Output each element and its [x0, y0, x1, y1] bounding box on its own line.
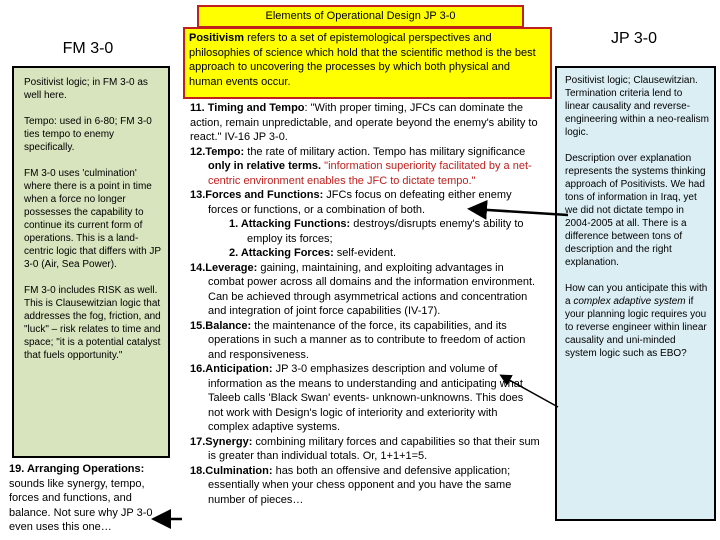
- jp-note: Positivist logic; Clausewitzian. Termination criteria lend to linear causality and reverse-engineering within a neo-realism logic.: [565, 75, 709, 138]
- item-text: sounds like synergy, tempo, forces and functions, and balance. Not sure why JP 3-0 even uses this one…: [9, 477, 153, 533]
- item-text: the rate of military action. Tempo has military significance: [244, 145, 526, 158]
- fm-note: Tempo: used in 6-80; FM 3-0 ties tempo to enemy specifically.: [24, 116, 152, 153]
- item-title: 1. Attacking Functions:: [229, 218, 351, 230]
- item-title: 19. Arranging Operations:: [9, 463, 145, 475]
- item-text: self-evident.: [333, 247, 397, 259]
- item-quote: "information superiority facilitated by a net-centric environment enables the JFC to dictate tempo.": [208, 160, 532, 187]
- slide-title: Elements of Operational Design JP 3-0: [197, 5, 524, 28]
- jp-note-text: How can you anticipate this with a: [565, 283, 708, 307]
- jp-note: Description over explanation represents the systems thinking approach of Positivists. We had tons of information in Iraq, yet we did not dictate tempo in 2004-2005 at all. There is a difference between tons of description and the right explanation.: [565, 153, 706, 268]
- item-text: the maintenance of the force, its capabilities, and its operations in such a manner as to contribute to freedom of action and responsiveness.: [208, 319, 526, 361]
- arrow-icon: [502, 376, 558, 407]
- item-title: 13.Forces and Functions:: [190, 189, 324, 201]
- item-text: destroys/disrupts enemy's ability to employ its forces;: [247, 218, 524, 245]
- item-title: 2. Attacking Forces:: [229, 247, 334, 259]
- item-title: 12.Tempo:: [190, 145, 245, 158]
- item-title: 15.Balance:: [190, 319, 252, 332]
- arrow-icon: [472, 209, 568, 215]
- item-text: : "With proper timing, JFCs can dominate the action, remain unpredictable, and operate beyond the enemy's ability to react." IV-16 JP 3-0.: [190, 102, 538, 143]
- item-title: 14.Leverage:: [190, 261, 258, 274]
- item-title: 11. Timing and Tempo: [190, 102, 305, 114]
- jp-note-emphasis: complex adaptive system: [573, 296, 686, 307]
- item-text: JP 3-0 emphasizes description and volume of information as the means to understanding and anticipating what Taleeb calls 'Black Swan' events- unknown-unknowns. This does not work with Design's logic of interiority and exteriority with complex adaptive systems.: [208, 363, 524, 433]
- fm-note: FM 3-0 includes RISK as well. This is Clausewitzian logic that addresses the fog, friction, and "luck" – risk relates to time and space; "it is a potential catalyst that fuels opportunity.": [24, 285, 161, 361]
- item-title: 18.Culmination:: [190, 464, 273, 477]
- jp-heading: JP 3-0: [611, 30, 657, 47]
- fm-note: FM 3-0 uses 'culmination' where there is a point in time when a force no longer possesses the capability to continue its current form of operations. This is a land-centric logic that differs with JP 3-0 (Air, Sea Power).: [24, 168, 161, 270]
- item-text: JFCs focus on defeating either enemy forces or functions, or a combination of both.: [208, 189, 512, 216]
- positivism-text: refers to a set of epistemological perspectives and philosophies of science which hold that the scientific method is the best approach to uncovering the processes by which both physical and human events occur.: [189, 32, 536, 88]
- item-text: gaining, maintaining, and exploiting advantages in combat power across all domains and the information environment. Can be achieved through asymmetrical actions and concentration and integration of joint force capabilities (IV-17).: [208, 261, 536, 317]
- item-title: 17.Synergy:: [190, 435, 253, 448]
- item-text: has both an offensive and defensive application; essentially when your chess opponent and you have the same number of pieces…: [208, 464, 512, 506]
- fm-heading: FM 3-0: [62, 40, 114, 57]
- item-title: 16.Anticipation:: [190, 363, 273, 375]
- jp-note-text: if your planning logic requires you to reverse engineer within linear causality and uni-minded system logic such as EBO?: [565, 296, 707, 359]
- item-text: combining military forces and capabilities so that their sum is greater than individual totals. Or, 1+1+1=5.: [208, 435, 540, 462]
- fm-note: Positivist logic; in FM 3-0 as well here.: [24, 77, 148, 101]
- positivism-term: Positivism: [189, 32, 245, 44]
- item-emphasis: only in relative terms.: [208, 160, 322, 172]
